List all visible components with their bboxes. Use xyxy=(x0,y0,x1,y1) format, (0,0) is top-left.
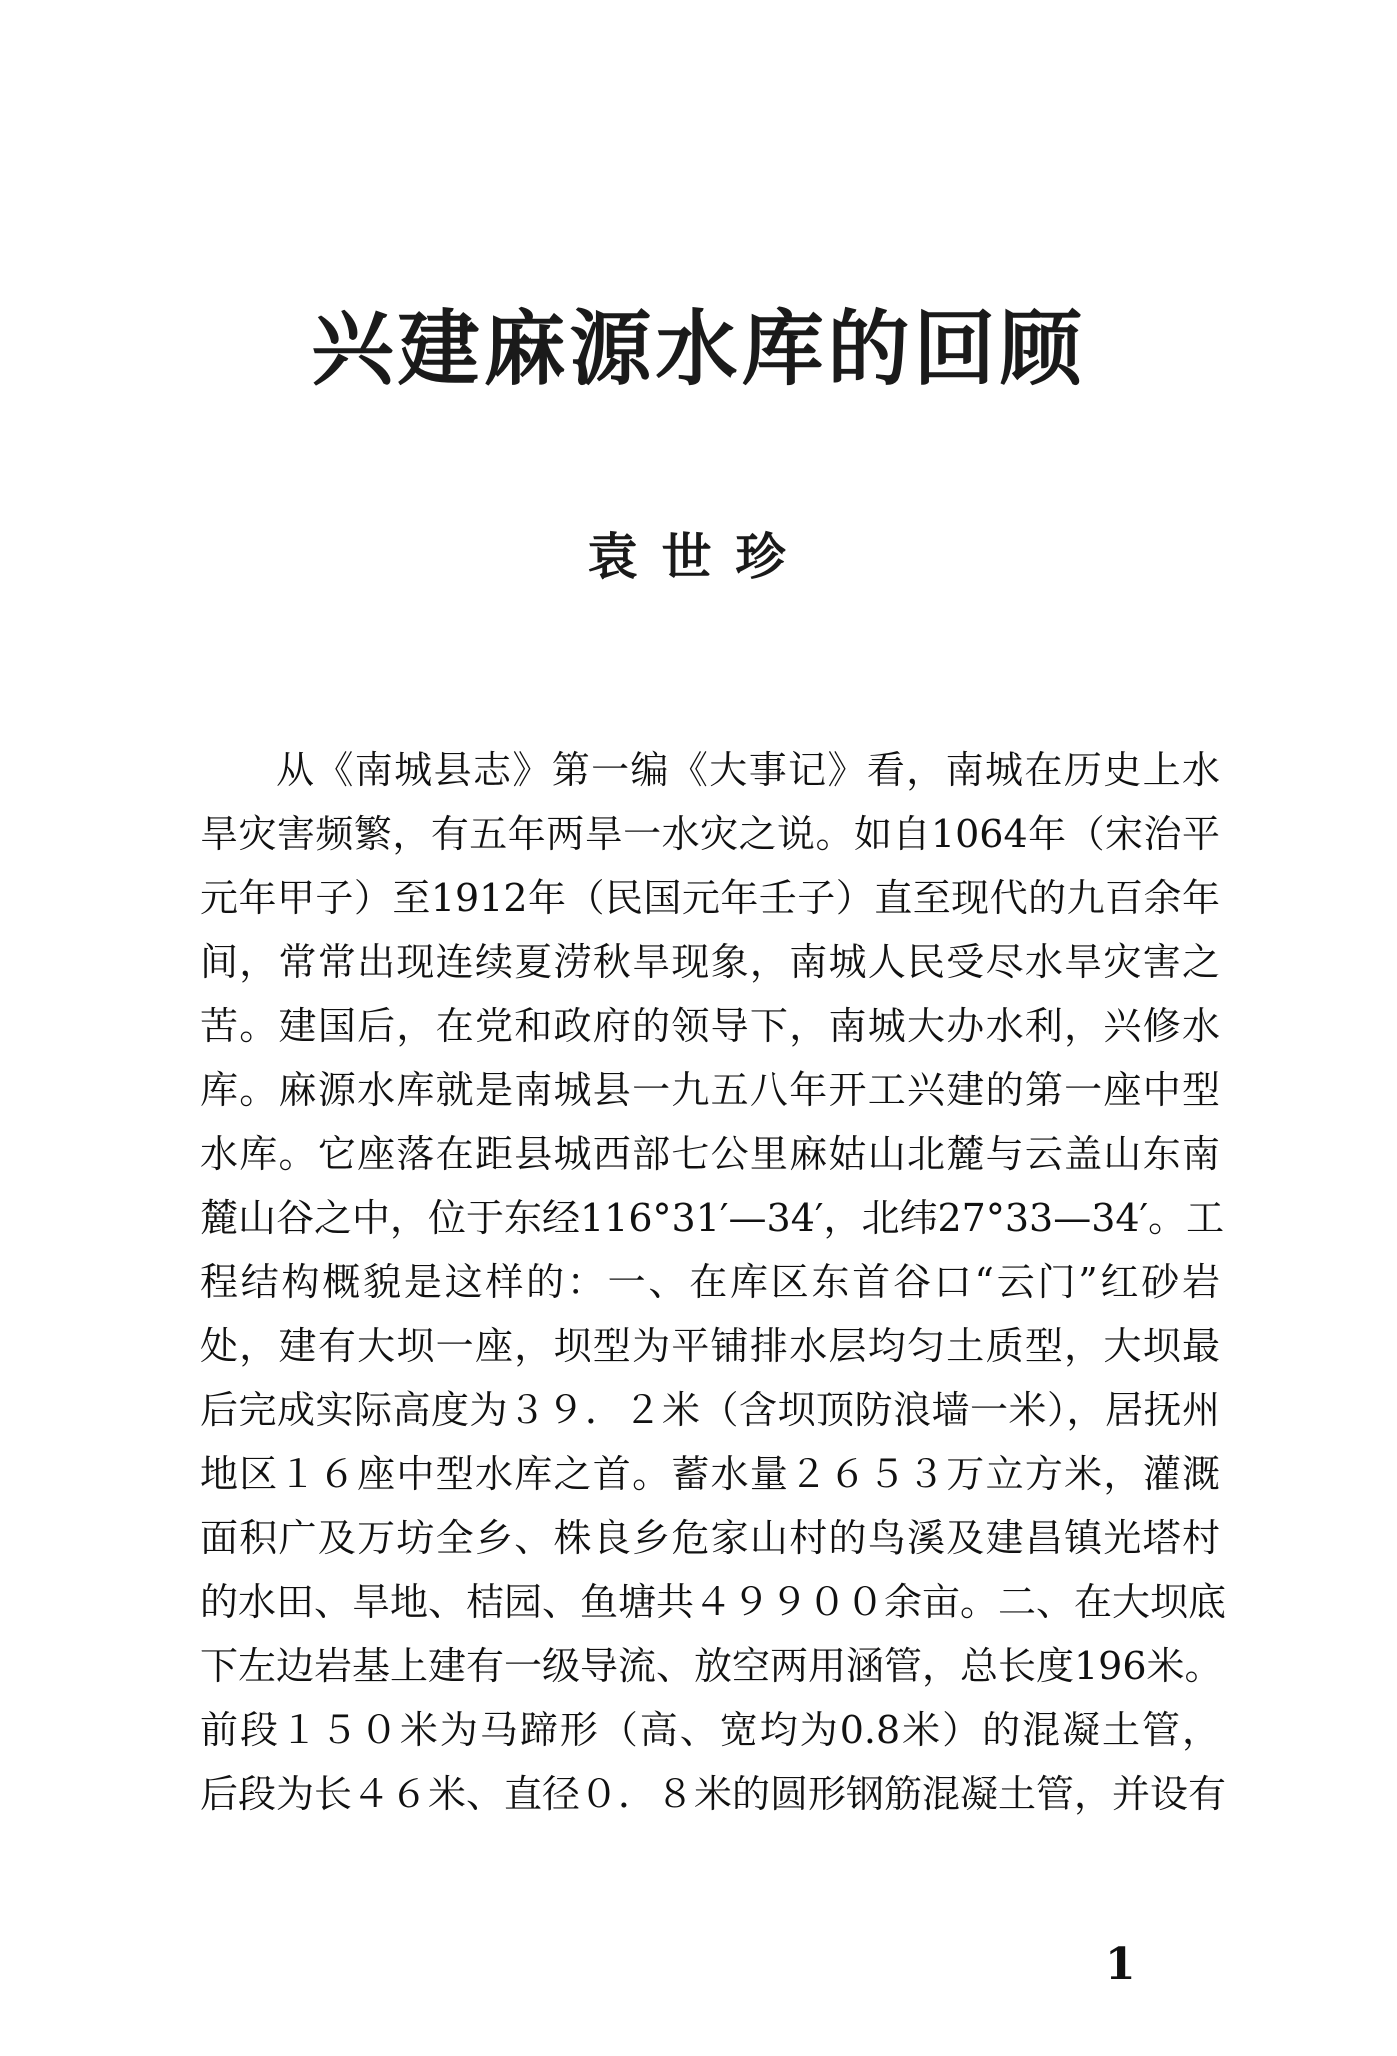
body-line: 后段为长４６米、直径０．８米的圆形钢筋混凝土管，并设有 xyxy=(200,1772,1227,1816)
article-body xyxy=(200,738,1227,1826)
body-line: 地区１６座中型水库之首。蓄水量２６５３万立方米，灌溉 xyxy=(200,1452,1220,1496)
body-line: 前段１５０米为马蹄形（高、宽均为0.8米）的混凝土管， xyxy=(200,1708,1220,1752)
body-line: 的水田、旱地、桔园、鱼塘共４９９００余亩。二、在大坝底 xyxy=(200,1580,1227,1624)
body-line: 下左边岩基上建有一级导流、放空两用涵管，总长度196米。 xyxy=(200,1644,1223,1688)
body-line: 水库。它座落在距县城西部七公里麻姑山北麓与云盖山东南 xyxy=(200,1132,1220,1176)
body-line: 程结构概貌是这样的：一、在库区东首谷口“云门”红砂岩 xyxy=(200,1260,1220,1304)
author-name: 袁世珍 xyxy=(587,527,810,586)
body-line: 苦。建国后，在党和政府的领导下，南城大办水利，兴修水 xyxy=(200,1004,1220,1048)
body-line: 从《南城县志》第一编《大事记》看，南城在历史上水 xyxy=(276,748,1220,792)
body-line: 间，常常出现连续夏涝秋旱现象，南城人民受尽水旱灾害之 xyxy=(200,940,1220,984)
body-line: 面积广及万坊全乡、株良乡危家山村的鸟溪及建昌镇光塔村 xyxy=(200,1516,1220,1560)
body-line: 库。麻源水库就是南城县一九五八年开工兴建的第一座中型 xyxy=(200,1068,1220,1112)
body-line: 麓山谷之中，位于东经116°31′—34′，北纬27°33—34′。工 xyxy=(200,1196,1225,1240)
body-line: 后完成实际高度为３９．２米（含坝顶防浪墙一米），居抚州 xyxy=(200,1388,1220,1432)
article-title: 兴建麻源水库的回顾 xyxy=(311,302,1086,397)
body-line: 元年甲子）至1912年（民国元年壬子）直至现代的九百余年 xyxy=(200,876,1220,920)
body-line: 处，建有大坝一座，坝型为平铺排水层均匀土质型，大坝最 xyxy=(200,1324,1220,1368)
body-line: 旱灾害频繁，有五年两旱一水灾之说。如自1064年（宋治平 xyxy=(200,812,1220,856)
page-number: 1 xyxy=(1105,1939,1136,1990)
